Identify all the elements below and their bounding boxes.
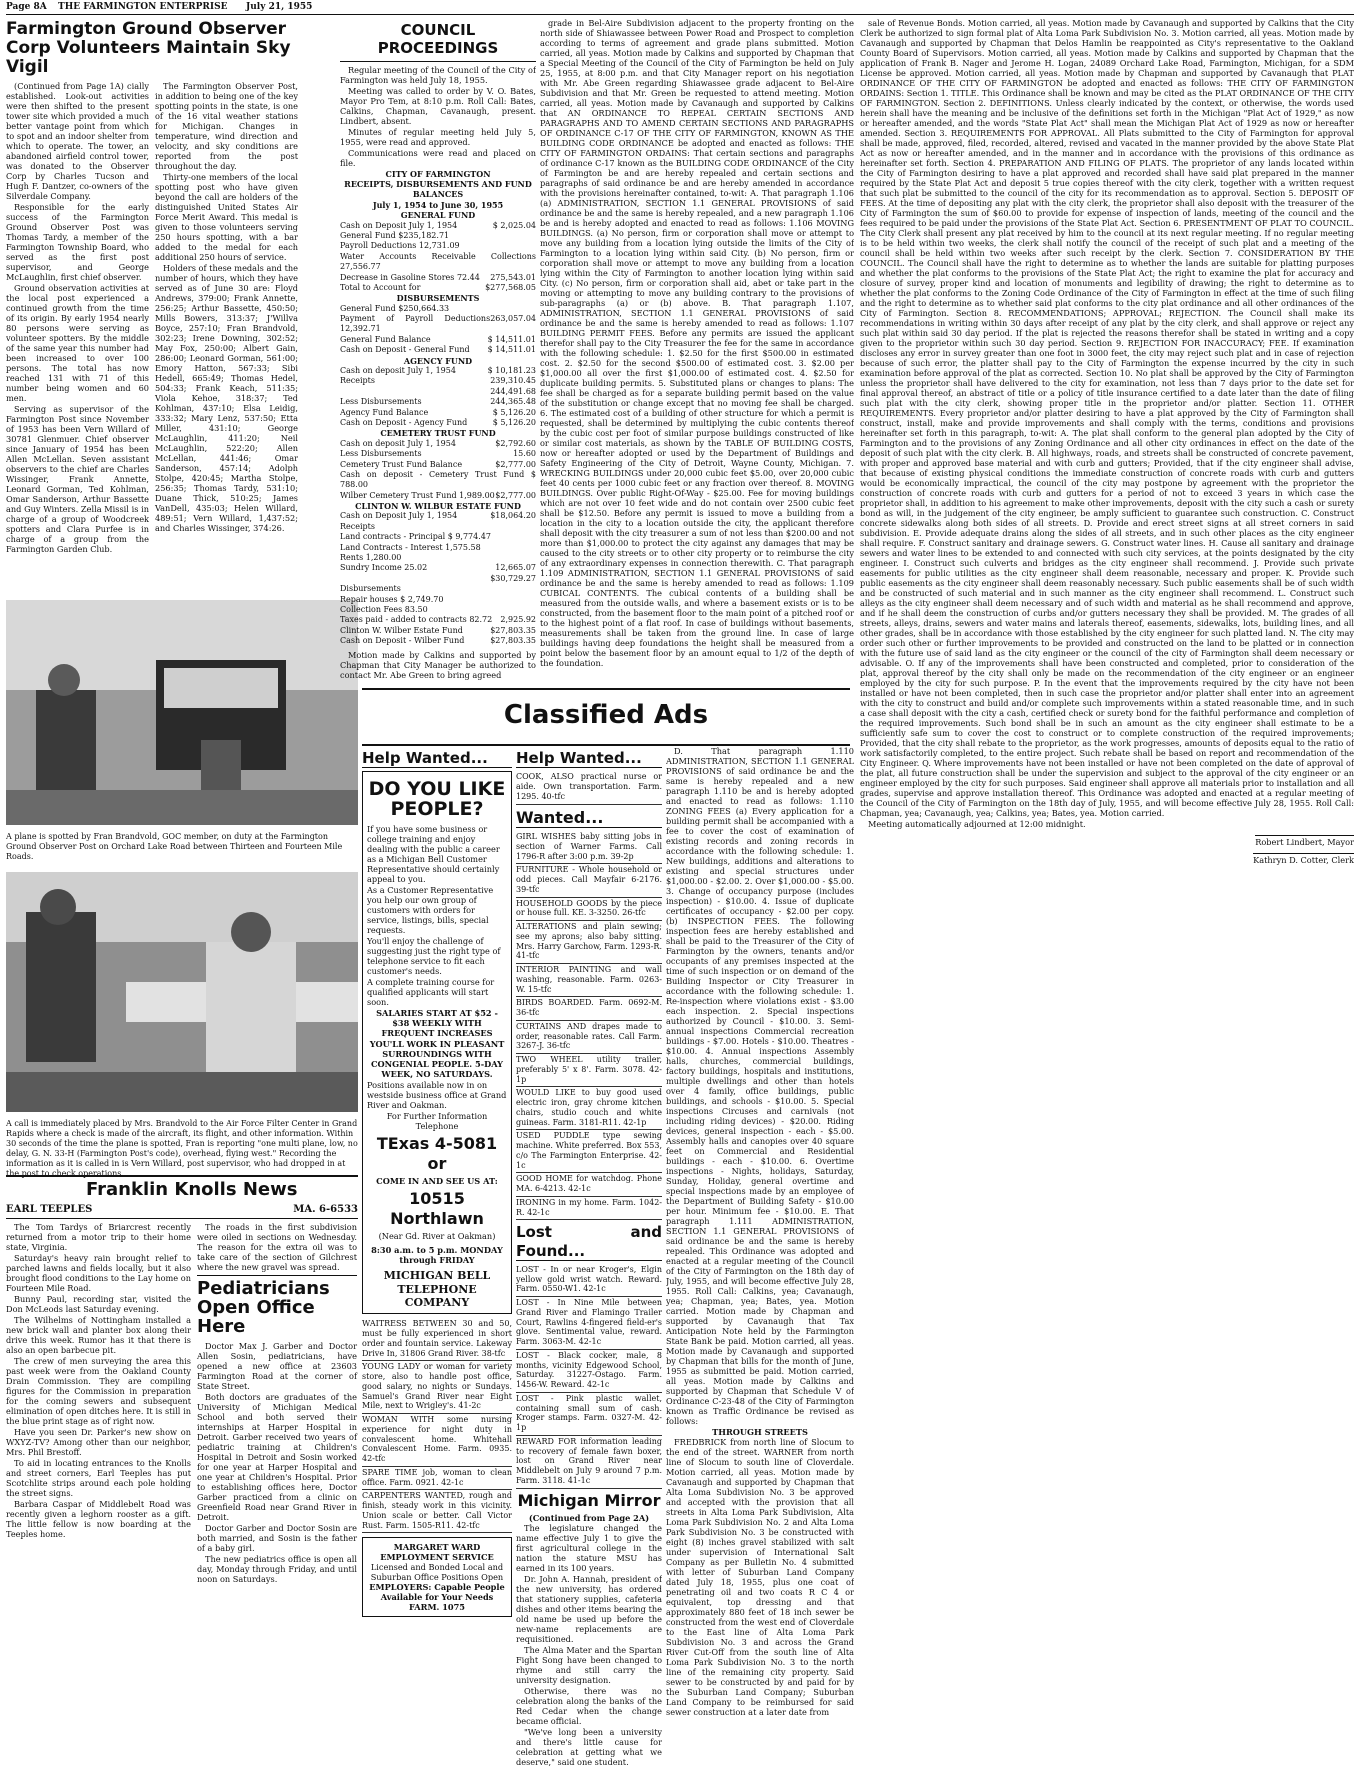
ledger-label: Cash on Deposit - Wilber Fund [340,636,465,646]
ledger-label: Land Contracts - Interest 1,575.58 [340,542,481,552]
ledger-label: Receipts [340,376,375,386]
ledger-value: $ 14,511.01 [487,334,536,344]
paragraph: Barbara Caspar of Middlebelt Road was recently given a leghorn rooster as a gift. The little fellow is now boarding at the Teeples home. [6,1499,191,1540]
ledger-label: Clinton W. Wilber Estate Fund [340,625,463,635]
paragraph: The crew of men surveying the area this past week were from the Oakland County Drain Commission. They are compiling figures for the Commission in preparation for the coming sewers and subsequent elimination of open ditches here. It is still in the blue print stage as of right now. [6,1356,191,1427]
ledger-value: $2,777.00 [495,490,536,500]
classified-ad: LOST - In or near Kroger's, Elgin yellow gold wrist watch. Reward. Farm. 0550-W1. 42-1c [516,1264,662,1297]
ledger-row [340,335,536,345]
caption-1: A plane is spotted by Fran Brandvold, GOC member, on duty at the Farmington Ground Observer Post on Orchard Lake Road between Thirteen and Fourteen Mile Roads. [6,832,343,861]
council-col2-text-bottom: D. That paragraph 1.110 ADMINISTRATION, SECTION 1.1 GENERAL PROVISIONS of said ordinance be and the same is hereby repealed and a new paragraph 1.110 be and is hereby adopted and enacted to read as follows: 1.110 ZONING FEES (a) Every application for a building permit shall be accompanied with a fee to cover the cost of examination of existing records and zoning records in accordance with the following schedule: 1. New buildings, additions and alterations to existing and special structures under $1,000.00 - $2.00. 2. Over $1,000.00 - $5.00. 3. Change of occupancy purpose (includes inspection) - $10.00. 4. Issue of duplicate certificates of occupancy - $2.00 per copy. (b) INSPECTION FEES. The following inspection fees are hereby established and shall be paid to the Treasurer of the City of Farmington by the owners, tenants and/or occupants of any premises inspected at the time of such inspection or on demand of the Building Inspector or City Treasurer in accordance with the following schedule: 1. Re-inspection where violations exist - $3.00 each inspection. 2. Special inspections authorized by Council - $10.00. 3. Semi-annual inspections Commercial recreation buildings - $7.00. Hotels - $10.00. Theatres - $10.00. 4. Annual inspections Assembly halls, churches, commercial buildings, factory buildings, hospitals and institutions, multiple dwellings and other than hotels over 4 family, office buildings, public buildings, and schools - $10.00. 5. Special inspections Circuses and carnivals (not including riding devices) - $20.00. Riding devices, general inspection - each - $5.00. Assembly halls and canopies over 40 square feet on Commercial and Residential buildings - each - $10.00. 6. Overtime inspections - Nights, holidays, Saturday, Sunday, Holiday, general overtime and special inspections made by an employee of the Department of Building Safety - $10.00 per hour. Minimum fee - $10.00. E. That paragraph 1.111 ADMINISTRATION, SECTION 1.1 GENERAL PROVISIONS of said ordinance be and the same is hereby repealed. This Ordinance was adopted and enacted at a regular meeting of the Council of the City of Farmington on the 18th day of July, 1955, and will become effective July 28, 1955. Roll Call: Calkins, yea; Cavanaugh, yea; Chapman, yea; Bates, yea. Motion carried. Motion made by Chapman and supported by Cavanaugh that Tax Anticipation Note held by the Farmington State Bank be paid. Motion carried, all yeas. Motion made by Cavanaugh and supported by Chapman that bills for the month of June, 1955 as submitted be paid. Motion carried, all yeas. Motion made by Calkins and supported by Chapman that Schedule V of Ordinance C-23-48 of the City of Farmington known as Traffic Ordinance be revised as follows: [666,746,854,1426]
caption-2: A call is immediately placed by Mrs. Brandvold to the Air Force Filter Center in Grand Rapids where a check is made of the aircraft, its flight, and other information. Within 30 seconds of the time the plane is spotted, Fran is reporting "one multi plane, low, no delay, G. N. 33-H (Farmington Post's code), overhead, flying west." Recording the information as it is called in is Vern Willard, post supervisor, who had dropped in at the post to check operations. [6,1119,358,1178]
bell-company: MICHIGAN BELL TELEPHONE COMPANY [383,1269,491,1310]
call-photo-image [6,872,358,1112]
photo-observer-tower [6,600,358,825]
ledger-value: $27,803.35 [490,636,536,646]
gcobs-headline: Farmington Ground Observer Corp Volunteers Maintain Sky Vigil [6,19,291,78]
paragraph: Otherwise, there was no celebration along the banks of the Red Cedar when the change became official. [516,1686,662,1727]
ledger-value: 244,365.48 [490,397,536,407]
paragraph: As a Customer Representative you help our own group of customers with orders for service, listings, bills, special requests. [367,885,494,936]
franklin-col-b [197,1222,357,1585]
ledger-value: 275,543.01 [490,272,536,282]
ledger-row [340,491,536,501]
franklin-phone: MA. 6-6533 [293,1203,358,1215]
classified-ad: GOOD HOME for watchdog. Phone MA. 6-4213. 42-1c [516,1173,662,1197]
ledger-row [340,314,536,335]
council-headline: COUNCIL PROCEEDINGS [377,21,499,58]
gcobs-col-a [6,81,149,555]
ledger-label: General Fund Balance [340,334,431,344]
paragraph: Meeting was called to order by V. O. Bates, Mayor Pro Tem, at 8:10 p.m. Roll Call: Bates, Calkins, Chapman, Cavanaugh, present. Lindbert, absent. [340,85,536,126]
ledger-row [340,626,536,636]
mirror-headline: Michigan Mirror [517,1490,661,1510]
ledger-label: Total to Account for [340,282,421,292]
divider [197,1275,357,1276]
mirror-continued: (Continued from Page 2A) [528,1513,650,1524]
ledger-label: Less Disbursements [340,397,422,407]
paragraph: The legislature changed the name effective July 1 to give the first agricultural college in the nation the stature MSU has earned in its 100 years. [516,1523,662,1574]
ledger-row [340,543,536,553]
classified-ad: LOST - Black cocker, male, 8 months, vicinity Edgewood School, Saturday. 31227-Ostago. Farm. 1456-W. Reward. 42-1c [516,1350,662,1393]
paragraph: Holders of these medals and the number of hours, which they have served as of June 30 are: Floyd Andrews, 379:00; Frank Annette, 256:25; Arthur Bassette, 450:50; Mills Bowers, 313:37; J'Willva Boyce, 257:10; Fran Brandvold, 302:23; Irene Downing, 302:52; May Fox, 250:00; Albert Gain, 286:00; Leonard Gorman, 561:00; Emory Hatton, 567:33; Sibi Hedell, 665:49; Thomas Hedel, 504:33; Frank Keach, 511:35; Viola Kehoe, 318:37; Ted Kohlman, 437:10; Elsa Leidig, 333:32; Mary Lenz, 537:50; Etta Miller, 431:10; George McLaughlin, 411:20; Neil McLaughlin, 522:20; Allen McLellan, 441:46; Omar Sanderson, 457:14; Adolph Stolpe, 420:45; Martha Stolpe, 256:35; Thomas Tardy, 531:10; Duane Thick, 510:25; James VanDell, 435:03; Helen Willard, 489:51; Vern Willard, 1,437:52; and Charles Wissinger, 374:26. [155,263,298,534]
ward-line-4: FARM. 1075 [408,1602,466,1613]
ledger-label: Cash on deposit July 1, 1954 [340,366,456,376]
signature-mayor [860,837,1354,847]
through-streets-heading: THROUGH STREETS [712,1427,808,1437]
bell-ad [362,771,512,1314]
ledger-row [340,449,536,459]
classified-ad: TWO WHEEL utility trailer, preferably 5' x 8'. Farm. 3078. 42-1p [516,1054,662,1087]
ledger-row [340,532,536,542]
ledger-value: $277,568.05 [485,282,536,292]
paragraph: sale of Revenue Bonds. Motion carried, all yeas. Motion made by Cavanaugh and supported by Calkins that the City Clerk be authorized to sign formal plat of Alta Loma Park Subdivision No. 3. Motion carried, all yeas. Motion made by Cavanaugh and supported by Chapman that Delos Hamlin be reappointed as City's representative to the Oakland County Board of Supervisors. Motion carried, all yeas. Motion made by Calkins and supported by Chapman that the application of Frank B. Nager and Jerome H. Logan, 24089 Orchard Lake Road, Farmington, Michigan, for a SDM License be approved. Motion carried, all yeas. Motion made by Chapman and supported by Cavanaugh that PLAT ORDINANCE OF THE CITY OF FARMINGTON be adopted and enacted as follows: THE CITY OF FARMINGTON ORDAINS: Section 1. TITLE. This Ordinance shall be known and may be cited as the PLAT ORDINANCE OF THE CITY OF FARMINGTON. Section 2. DEFINITIONS. Unless clearly indicated by the context, or otherwise, the words used herein shall have the meaning and be inclusive of the definitions set forth in the Michigan "Plat Act of 1929," as now or hereafter amended, and the words "State Plat Act" shall mean the Michigan Plat Act of 1929 as now or hereafter amended. Section 3. REQUIREMENTS FOR APPROVAL. All Plats submitted to the City of Farmington for approval shall be made, approved, filed, recorded, altered, revised and vacated in the manner provided by the above State Plat Act as now or hereafter amended, and in the manner and in accordance with the provisions of this ordinance as hereinafter set forth. Section 4. PREPARATION AND FILING OF PLATS. The proprietor of any lands located within the City of Farmington desiring to have a plat approved and recorded shall have said plat prepared in the manner required by the State Plat Act and deposit 5 true copies thereof with the city clerk, together with a written request that such plat be submitted to the council of the city for its recommendation as to approval. Section 5. DEPOSIT OF FEES. At the time of depositing any plat with the city clerk, the proprietor shall also deposit with the treasurer of the City of Farmington the sum of $60.00 to provide for expense of inspection of lands, meeting of the council and the fees required to be paid under the provisions of the State Plat Act. Section 6. PRESENTMENT OF PLAT TO COUNCIL. The City Clerk shall present any plat received by him to the council at its next regular meeting. If no regular meeting is to be held within two weeks, the clerk shall notify the council of the receipt of such plat and a meeting of the council shall be held within two weeks after such receipt by the clerk. Section 7. CONSIDERATION BY THE COUNCIL. The Council shall have the right to determine as to whether the lands are suitable for platting purposes and whether the plat conforms to the provisions of the State Plat Act; the right to examine the plat for accuracy and closure of survey, proper kind and location of monuments and legibility of drawing; the right to determine as to whether the plat conforms to the Zoning Code Ordinance of the City of Farmington in effect at the time of such filing and the right to determine as to whether said plat conforms to the city plat ordinance and all other ordinances of the City of Farmington. Section 8. RECOMMENDATIONS; APPROVAL; REJECTION. The Council shall make its recommendations in writing within 30 days after receipt of any plat by the city clerk, and shall approve or reject any such plat within said 30 day period. If the plat is rejected the reasons therefor shall be stated in writing and a copy given to the proprietor within such 30 day period. Section 9. REJECTION FOR INACCURACY; FEE. If examination discloses any error in survey greater than one foot in 3000 feet, the city may reject such plat and in case of rejection because of such error, the platter shall pay to the City of Farmington the expense incurred by the city in such examination before approval of the plat as corrected. Section 10. No plat shall be approved by the City of Farmington unless the proprietor shall have delivered to the city for examination, not less than 7 days prior to the date set for final approval thereof, an abstract of title or a policy of title insurance certified to a date later than the date of filing such plat with the city clerk, showing proper title in the proprietor and/or platter. Section 11. OTHER REQUIREMENTS. Every proprietor and/or platter desiring to have a plat approved by the City of Farmington shall construct, install, make and provide improvements and shall comply with the terms, conditions and provisions hereinafter set forth in this paragraph, to-wit: A. The plat shall conform to the general plan adopted by the City of Farmington and to the provisions of any Zoning Ordinance and all other city ordinances in effect on the date of the deposit of such plat with the city clerk. B. All highways, roads, and streets shall be constructed of concrete pavement, with proper and approved base material and with curb and gutters; Provided, that if the city engineer shall advise, that because of existing physical conditions the immediate construction of concrete roads with curb and gutters would be economically impractical, the council of the city may postpone by agreement with the proprietor the construction of concrete roads with curb and gutters for a period of not to exceed 3 years in which case the proprietor shall, in addition to his agreement to make other improvements, deposit with the city such a cash or surety bond as will, in the judgement of the city engineer, be amply sufficient to guarantee such construction. C. Construct concrete sidewalks along both sides of all streets. D. Provide and erect street signs at all street corners in said subdivision. E. Provide adequate drains along the sides of all streets, and in such other places as the city engineer shall require. F. Construct sanitary and drainage sewers. G. Construct water lines. H. Cause all sanitary and drainage sewers and water lines to be extended to and connected with such city services, at the points designated by the city engineer. I. Construct such culverts and bridges as the city engineer shall recommend. J. Provide such private easements for public utilities as the city engineer shall deem reasonable, necessary and proper. K. Provide such public easements as the city engineer shall deem reasonably necessary. Such public easements shall be of such width and be constructed of such material and in such manner as the city engineer shall recommend. L. Construct such alleys as the city engineer shall deem necessary and of such width and material as he shall recommend and approve, and if he shall deem the construction of curbs and/or gutters necessary they shall be provided. M. The grades of all streets, alleys, drains, sewers and water mains and laterals thereof, easements, sidewalks, lots, building lines, and all other grades, shall be in accordance with those established by the city engineer for such platted land. N. The city may order such other or further improvements to be provided and constructed on the land to be platted or in connection with the future use of said land as the city engineer or the council of the city of Farmington shall deem necessary or advisable. O. If any of the improvements shall have been constructed and completed, prior to consideration of the plat, approval thereof by the city shall only be made on the recommendation of the city engineer or an engineer employed by the city for such purpose. P. In the event that the improvements required by the city have not been installed or have not been completed, then in such case the proprietor and/or platter shall enter into an agreement with the city to construct and build and/or complete such improvements within a stated reasonable time, and in such a case shall deposit with the city a cash, certified check or surety bond for the faithful performance and completion of the required improvements. Such bond shall be in such an amount as the city engineer shall estimate to be a sufficiently safe sum to cover the cost to construct or to complete construction of the required improvements; Provided, that the city shall rebate to the proprietor, as the work progresses, amounts of deposits equal to the ratio of work satisfactorily completed, to the entire project. Such rebate shall be based on report and recommendation of the City Engineer. Q. Where improvements have not been installed or have not been completed on the date of approval of the plat, all future construction shall be under the supervision and subject to the approval of the city engineer or an engineer employed by the city for such purposes. Said engineer shall approve all materials prior to installation and all grades, supervise and approve installation thereof. This Ordinance was adopted and enacted at a regular meeting of the Council of the City of Farmington on the 18th day of July, 1955, and will become effective July 28, 1955. Roll Call: Chapman, yea; Cavanaugh, yea; Calkins, yea; Bates, yea. Motion carried. [860,18,1354,818]
ledger-rows-cemetery [340,439,536,501]
classified-ad: GIRL WISHES baby sitting jobs in section of Warner Farms. Call 1796-R after 3:00 p.m. 39-2p [516,831,662,864]
ledger-row [340,470,536,491]
classified-ad: COOK, ALSO practical nurse or aide. Own transportation. Farm. 1295. 40-tfc [516,771,662,804]
ledger-value: 2,925.92 [500,615,536,625]
franklin-col-a [6,1222,191,1585]
paragraph: The new pediatrics office is open all day, Monday through Friday, and until noon on Saturdays. [197,1553,357,1584]
masthead [6,2,1354,15]
ledger-row [340,460,536,470]
help-wanted-heading-2: Help Wanted... [516,749,662,768]
ledger-label: Wilber Cemetery Trust Fund 1,989.00 [340,490,495,500]
ledger-value: $ 14,511.01 [487,345,536,355]
paper-name: THE FARMINGTON ENTERPRISE [58,2,228,12]
ledger-row [340,304,536,314]
ledger-period: July 1, 1954 to June 30, 1955 [372,199,504,210]
divider [340,61,536,62]
council-col2-text-top: grade in Bel-Aire Subdivision adjacent to the property fronting on the north side of Shiawassee between Power Road and Prospect to completion according to terms of agreement and grade plans submitted. Motion carried, all yeas. Motion made by Calkins and supported by Chapman that a Special Meeting of the Council of the City of Farmington be held on July 25, 1955, at 8:00 p.m. and that City Manager report on his negotiation with Mr. Abe Green regarding Shiawassee grade adjacent to Bel-Aire Subdivision and that Mr. Green be requested to attend meeting. Motion carried, all yeas. Motion made by Cavanaugh and supported by Calkins that AN ORDINANCE TO REPEAL CERTAIN SECTIONS AND PARAGRAPHS AND TO AMEND CERTAIN SECTIONS AND PARAGRAPHS OF ORDINANCE C-17 OF THE CITY OF FARMINGTON, KNOWN AS THE BUILDING CODE ORDINANCE be adopted and enacted as follows: THE CITY OF FARMINGTON ORDAINS: That certain sections and paragraphs of ordinance C-17 known as the BUILDING CODE ORDINANCE of the City of Farmington be and are hereby repealed and certain sections and paragraphs of said ordinance be and are hereby amended in accordance with the provisions hereinafter contained, to-wit: A. That paragraph 1.106 (a) ADMINISTRATION, SECTION 1.1 GENERAL PROVISIONS of said ordinance be and the same is hereby repealed, and a new paragraph 1.106 be and is hereby adopted and enacted to read as follows: 1.106 MOVING BUILDINGS. (a) No person, firm or corporation shall move or attempt to move any building from a location lying outside the limits of the City of Farmington to a location lying within said City. (b) No person, firm or corporation shall move or attempt to move any building from a location lying within the City of Farmington to another location lying within said City. (c) No person, firm or corporation shall aid, abet or take part in the moving or attempting to move any building contrary to the provisions of sub-paragraphs (a) or (b) above. B. That paragraph 1.107, ADMINISTRATION, SECTION 1.1 GENERAL PROVISIONS of said ordinance be and the same is hereby amended to read as follows: 1.107 BUILDING PERMIT FEES. Before any permits are issued the applicant therefor shall pay to the City Treasurer the fee for the same in accordance with the following schedule: 1. $2.50 for the first $500.00 in estimated cost. 2. $2.50 for the second $500.00 of estimated cost. 3. $2.00 per $1,000.00 all over the first $1,000.00 of estimated cost. 4. $2.50 for duplicate building permits. 5. Substituted plans or changes to plans: The fee shall be charged as for a separate building permit based on the value of the substitution or change except that no moving fee shall be charged. 6. The estimated cost of a building of other structure for which a permit is requested, shall be determined by multiplying the cubic contents thereof by the cubic cost per foot of similar purpose buildings constructed of like or similar cost materials, as shown by the TABLE OF BUILDING COSTS, now or hereafter adopted or used by the Department of Buildings and Safety Engineering of the City of Detroit, Wayne County, Michigan. 7. WRECKING BUILDINGS under 20,000 cubic feet $5.00, over 20,000 cubic feet 40 cents per 1000 cubic feet or any fraction over thereof. 8. MOVING BUILDINGS. Over public Right-Of-Way - $25.00. Fee for moving buildings which are not over 10 feet wide and do not contain over 2500 cubic feet shall be $12.50. Before any permit is issued to move a building from a location in the city to a location outside the city, the applicant therefore shall deposit with the city treasurer a sum of not less than $200.00 and not more than $1,000.00 to protect the city against any damages that may be caused to the city streets or to other city property or to reimburse the city of any extraordinary expenses in connection therewith. C. That paragraph 1.109 ADMINISTRATION, SECTION 1.1 GENERAL PROVISIONS of said ordinance be and the same is hereby amended to read as follows: 1.109 CUBICAL CONTENTS. The cubical contents of a building shall be measured from the outside walls, and where a basement exists or is to be constructed, from the basement floor to the main point of a pitched roof or to the highest point of a flat roof. In case of buildings without basements, measurements shall be taken from the ground line. In case of large buildings having deep foundations the height shall be measured from a point below the basement floor by an amount equal to 1/2 of the depth of the foundation. [540,18,854,668]
paragraph: Ground observation activities at the local post experienced a continued growth from the time of its origin. By early 1954 nearly 80 persons were serving as volunteer spotters. By the middle of the same year this number had been increased to over 100 persons. The total has now reached 131 with 71 of this number being women and 60 men. [6,283,149,404]
ledger-label: Land contracts - Principal $ 9,774.47 [340,532,491,542]
classified-ad: WAITRESS BETWEEN 30 and 50, must be fully experienced in short order and fountain service. Lakeway Drive In, 31806 Grand River. 38-tfc [362,1318,512,1361]
classified-ad: CARPENTERS WANTED, rough and finish, steady work in this vicinity. Union scale or better. Call Victor Rust. Farm. 1505-R11. 42-tfc [362,1490,512,1533]
franklin-byline: EARL TEEPLES [6,1203,93,1215]
classified-ad: LOST - Pink plastic wallet, containing small sum of cash. Kroger stamps. Farm. 0327-M. 42-1p [516,1393,662,1436]
paragraph: Responsible for the early success of the Farmington Ground Observer Post was Thomas Tardy, a member of the Farmington Township Board, who served as the first post supervisor, and George McLaughlin, first chief observer. [6,202,149,283]
paragraph: For Further Information Telephone [386,1111,488,1132]
lost-found-heading: Lost and Found... [516,1223,662,1260]
classified-ad: WOULD LIKE to buy good used electric iron, gray chrome kitchen chairs, studio couch and white guineas. Farm. 3181-R11. 42-1p [516,1087,662,1130]
paragraph: Serving as supervisor of the Farmington Post since November of 1953 has been Vern Willard of 30781 Glenmuer. Chief observer since January of 1954 has been Allen McLellan. Seven assistant observers to the chief are Charles Wissinger, Frank Annette, Leonard Gorman, Ted Kohlman, Omar Sanderson, Arthur Bassette and Guy Winters. Zella Missil is in charge of a group of Woodcreek spotters and Clara Purfee is in charge of a group from the Farmington Garden Club. [6,404,149,555]
ledger-disbursements: DISBURSEMENTS [396,293,480,304]
ledger-value: $30,729.27 [490,573,536,583]
classified-ad: CURTAINS AND drapes made to order, reasonable rates. Call Farm. 3267-J. 36-tfc [516,1021,662,1054]
pediatric-headline: Pediatricians Open Office Here [197,1278,330,1337]
bell-ad-headline: DO YOU LIKE PEOPLE? [368,778,506,821]
ledger-agency-fund: AGENCY FUND [403,355,473,366]
paragraph: To aid in locating entrances to the Knolls and street corners, Earl Teeples has put Scotchlite strips around each pole holding the street signs. [6,1458,191,1499]
ledger-label: Rents 1,280.00 [340,553,402,563]
paragraph: The roads in the first subdivision were oiled in sections on Wednesday. The reason for the extra oil was to take care of the section of Gilchrest where the new gravel was spread. [197,1222,357,1273]
bell-address: 10515 Northlawn [390,1189,484,1228]
paragraph: (Continued from Page 1A) cially established. Look-out activities were then shifted to the present tower site which provided a much better vantage point from which to spot and an indoor shelter from which to operate. The tower, an abandoned airfield control tower, was donated to the Observer Corp by Charles Tucson and Hugh F. Dantzer, co-owners of the Silverdale Company. [6,81,149,202]
ledger-label: Taxes paid - added to contracts 82.72 [340,615,493,625]
paragraph: You'll enjoy the challenge of suggesting just the right type of telephone service to fit each customer's needs. [367,936,501,977]
gcobs-col-b [155,81,298,555]
ledger-value: 15.60 [513,449,536,459]
page-number: Page 8A [6,2,47,12]
financial-ledger [340,169,536,647]
classified-ad: SPARE TIME job, woman to clean office. Farm. 0921. 42-1c [362,1467,512,1491]
classified-ad: HOUSEHOLD GOODS by the piece or house full. KE. 3-3250. 26-tfc [516,898,662,922]
ledger-value: $2,792.60 [495,438,536,448]
ledger-row [340,408,536,418]
ledger-label: Less Disbursements [340,449,422,459]
ledger-label: Payroll Deductions 12,731.09 [340,241,460,251]
franklin-knolls-article [6,1175,358,1777]
ledger-row [340,574,536,584]
ledger-value: $2,777.00 [495,459,536,469]
classified-ad: FURNITURE - Whole household or odd pieces. Call Mayfair 6-2176. 39-tfc [516,864,662,897]
classified-ad: BIRDS BOARDED. Farm. 0692-M. 36-tfc [516,997,662,1021]
ledger-row [340,273,536,283]
ledger-value: $18,064.20 [490,511,536,521]
council-col-2-body [540,18,854,686]
ledger-row [340,522,536,532]
ledger-row [340,439,536,449]
ledger-row [340,345,536,355]
ledger-row [340,553,536,563]
paragraph: Bunny Paul, recording star, visited the Don McLeods last Saturday evening. [6,1294,191,1315]
paragraph: A complete training course for qualified applicants will start soon. [367,977,495,1008]
classified-ad: WOMAN WITH some nursing experience for night duty in convalescent home. Whitehall Convalescent Home. Farm. 0935. 42-tfc [362,1414,512,1467]
classified-col-a [362,746,512,1776]
ledger-row [340,221,536,231]
paragraph: Regular meeting of the Council of the City of Farmington was held July 18, 1955. [340,64,536,85]
ledger-wilbur-fund: CLINTON W. WILBUR ESTATE FUND [355,501,521,512]
ward-ad [362,1537,512,1617]
ledger-row [340,595,536,605]
paragraph: Communications were read and placed on file. [340,147,536,168]
bell-near: (Near Gd. River at Oakman) [378,1231,496,1242]
ledger-label: Cash on deposit July 1, 1954 [340,438,456,448]
ledger-label: Receipts [340,521,375,531]
ledger-row [340,397,536,407]
paragraph: Have you seen Dr. Parker's new show on WXYZ-TV? Among other than our neighbor, Mrs. Phil Brestoff. [6,1427,191,1458]
classified-ad: IRONING in my home. Farm. 1042-R. 42-1c [516,1197,662,1221]
bell-phone: TExas 4-5081 or [376,1134,498,1173]
ledger-rows-agency [340,366,536,428]
paragraph: If you have some business or college training and enjoy dealing with the public a career as a Michigan Bell Customer Representative should certainly appeal to you. [367,824,500,885]
ledger-label: Water Accounts Receivable Collections 27,556.77 [340,251,536,272]
ledger-row [340,563,536,573]
tower-photo-image [6,600,358,825]
clerk-signature: Kathryn D. Cotter, Clerk [1253,855,1354,865]
ledger-label: General Fund $235,182.71 [340,230,450,240]
paragraph: Saturday's heavy rain brought relief to parched lawns and fields locally, but it also brought flood conditions to the Lay home on Fourteen Mile Road. [6,1253,191,1294]
ledger-label: Cash on Deposit July 1, 1954 [340,220,458,230]
ledger-label: Cemetery Trust Fund Balance [340,459,463,469]
ledger-row [340,252,536,273]
ledger-label: Repair houses $ 2,749.70 [340,594,444,604]
paragraph: The Tom Tardys of Briarcrest recently returned from a motor trip to their home state, Virginia. [6,1222,191,1253]
council-col-2-lower [666,746,854,1776]
paragraph: Minutes of regular meeting held July 5, 1955, were read and approved. [340,126,536,147]
classified-title: Classified Ads [503,700,709,730]
ledger-rows-wilbur [340,511,536,646]
ledger-row [340,241,536,251]
ledger-general-fund: GENERAL FUND [400,210,476,221]
ledger-row [340,283,536,293]
ledger-label: Disbursements [340,584,401,594]
ledger-value: 263,057.04 [490,314,536,324]
ledger-value: 239,310.45 [490,376,536,386]
ledger-row [340,418,536,428]
paragraph: Both doctors are graduates of the University of Michigan Medical School and both served their internships at Harper Hospital in Detroit. Garber received two years of pediatric training at Children's Hospital in Detroit and Sosin worked for one year at Harper Hospital and one year at Children's Hospital. Prior to establishing offices here, Doctor Garber practiced from a clinic on Greenfield Road near Grand River in Detroit. [197,1391,357,1522]
classified-ad: ALTERATIONS and plain sewing; see my aprons; also baby sitting. Mrs. Harry Garchow, Farm. 1293-R. 41-tfc [516,921,662,964]
issue-date: July 21, 1955 [246,2,313,12]
paragraph: The Wilhelms of Nottingham installed a new brick wall and planter box along their drive this week. Rumor has it that there is also an open barbecue pit. [6,1315,191,1356]
ledger-cemetery-fund: CEMETERY TRUST FUND [380,428,496,439]
wanted-heading: Wanted... [516,808,662,829]
ads-list-c [362,1318,512,1533]
ledger-rows-general [340,221,536,294]
classified-ad: INTERIOR PAINTING and wall washing, reasonable. Farm. 0263-W. 15-tfc [516,964,662,997]
classified-ad: LOST - In Nine Mile between Grand River and Flamingo Trailer Court, Rawlins 4-fingered field-er's glove. Sentimental value, reward. Farm. 3063-M. 42-1c [516,1297,662,1350]
help-wanted-heading: Help Wanted... [362,749,512,768]
ward-line-3: EMPLOYERS: Capable People Available for Your Needs [369,1582,505,1603]
ledger-label: Payment of Payroll Deductions 12,392.71 [340,314,491,334]
classified-ad: YOUNG LADY or woman for variety store, also to handle post office, good salary, no nights or Sundays. Samuel's Grand River near Eight Mile, next to Wrigley's. 41-2c [362,1361,512,1414]
paragraph: Motion made by Calkins and supported by Chapman that City Manager be authorized to contact Mr. Abe Green to bring agreed [340,649,536,680]
ward-line-2: Licensed and Bonded Local and Suburban Office Positions Open [370,1562,504,1583]
paragraph: YOU'LL WORK IN PLEASANT SURROUNDINGS WITH CONGENIAL PEOPLE. 5-DAY WEEK, NO SATURDAYS. [369,1039,505,1080]
paragraph: Positions available now in on westside business office at Grand River and Oakman. [367,1080,507,1111]
ledger-label: Agency Fund Balance [340,407,429,417]
ledger-row [340,636,536,646]
ledger-label: Cash on deposit - Cemetery Trust Fund $ 788.00 [340,469,536,490]
adjourn-line: Meeting automatically adjourned at 12:00 midnight. [868,819,1086,829]
council-col-3 [860,18,1354,1778]
ledger-value: $ 10,181.23 [487,366,536,376]
ledger-value: 12,665.07 [495,563,536,573]
ledger-row [340,605,536,615]
ledger-value: 244,491.68 [490,386,536,396]
paragraph: Thirty-one members of the local spotting post who have given beyond the call are holders of the distinguished United States Air Force Merit Award. This medal is given to those volunteers serving 250 hours spotting, with a bar added to the medal for each additional 250 hours of service. [155,172,298,263]
ledger-row [340,615,536,625]
ledger-row [340,366,536,376]
ledger-value: $ 5,126.20 [492,417,536,427]
ledger-label: Collection Fees 83.50 [340,605,428,614]
ledger-rows-disb [340,304,536,356]
ledger-label: Cash on Deposit - Agency Fund [340,417,468,427]
ledger-label: Cash on Deposit July 1, 1954 [340,511,458,521]
ledger-value: $27,803.35 [490,625,536,635]
bell-hours: 8:30 a.m. to 5 p.m. MONDAY through FRIDAY [371,1245,503,1266]
signature-clerk [860,855,1354,865]
ledger-row [340,387,536,397]
ward-line-1: MARGARET WARD EMPLOYMENT SERVICE [380,1542,494,1563]
ledger-value: $ 2,025.04 [492,220,536,230]
paragraph: Dr. John A. Hannah, president of the new university, has ordered that stationery supplies, cafeteria dishes and other items bearing the old name be used up before the new-name replacements are requisitioned. [516,1574,662,1645]
ledger-row [340,511,536,521]
ledger-label: Cash on Deposit - General Fund [340,345,470,355]
ledger-city: CITY OF FARMINGTON [385,168,491,179]
ledger-label: Decrease in Gasoline Stores 72.44 [340,272,480,282]
paragraph: The Alma Mater and the Spartan Fight Song have been changed to rhyme and still carry the university designation. [516,1645,662,1686]
mayor-signature: Robert Lindbert, Mayor [1255,837,1354,847]
ledger-label: Sundry Income 25.02 [340,563,428,573]
paragraph: "We've long been a university and there's little cause for celebration at getting what we deserve," said one student. [516,1727,662,1768]
bell-come: COME IN AND SEE US AT: [376,1176,498,1187]
classified-ad: USED PUDDLE type sewing machine. White preferred. Box 553, c/o The Farmington Enterprise. 42-1c [516,1130,662,1173]
franklin-headline: Franklin Knolls News [86,1179,298,1200]
ledger-label: General Fund $250,664.33 [340,303,450,313]
paragraph: Doctor Garber and Doctor Sosin are both married, and Sosin is the father of a baby girl. [197,1522,357,1553]
paragraph: FREDBRICK from north line of Slocum to the end of the street. WARNER from north line of Slocum to south line of Cloverdale. Motion carried, all yeas. Motion made by Cavanaugh and supported by Chapman that Alta Loma Subdivision No. 3 be approved and accepted with the provision that all streets in Alta Loma Park Subdivision, Alta Loma Park Subdivision No. 2 and Alta Loma Park Subdivision No. 3 be constructed with eight (8) inches gravel stabilized with salt under supervision of International Salt Company as per Bulletin No. 4 submitted with letter of Suburban Land Company dated July 18, 1955, plus one coat of penetrating oil and two coats R C 4 or equivalent, top dressing and that approximately 880 feet of 18 inch sewer be constructed from the west end of Cloverdale to the East line of Alta Loma Park Subdivision No. 3 and across the Grand River Cut-Off from the south line of Alta Loma Park Subdivision No. 3 to the north line of the remaining city property. Said sewer to be constructed by and paid for by the Suburban Land Company; Suburban Land Company to be reimbursed for said sewer construction at a later date from [666,1437,854,1717]
photo-call-report [6,872,358,1112]
ledger-value: $ 5,126.20 [492,407,536,417]
paragraph: Doctor Max J. Garber and Doctor Allen Sosin, pediatricians, have opened a new office at 23603 Farmington Road at the corner of State Street. [197,1340,357,1391]
ledger-row [340,231,536,241]
council-col-1 [340,18,536,708]
paragraph: SALARIES START AT $52 - $38 WEEKLY WITH FREQUENT INCREASES [376,1008,498,1039]
ledger-row [340,376,536,386]
ledger-title: RECEIPTS, DISBURSEMENTS AND FUND BALANCES [344,178,532,200]
paragraph: The Farmington Observer Post, in addition to being one of the key spotting points in the state, is one of the 16 vital weather stations for Michigan. Changes in temperature, wind direction and velocity, and sky conditions are reported from the post throughout the day. [155,81,298,172]
classified-ad: REWARD FOR information leading to recovery of female fawn boxer, lost on Grand River near Middlebelt on July 9 around 7 p.m. Farm. 3118. 41-1c [516,1436,662,1489]
ledger-row [340,584,536,594]
